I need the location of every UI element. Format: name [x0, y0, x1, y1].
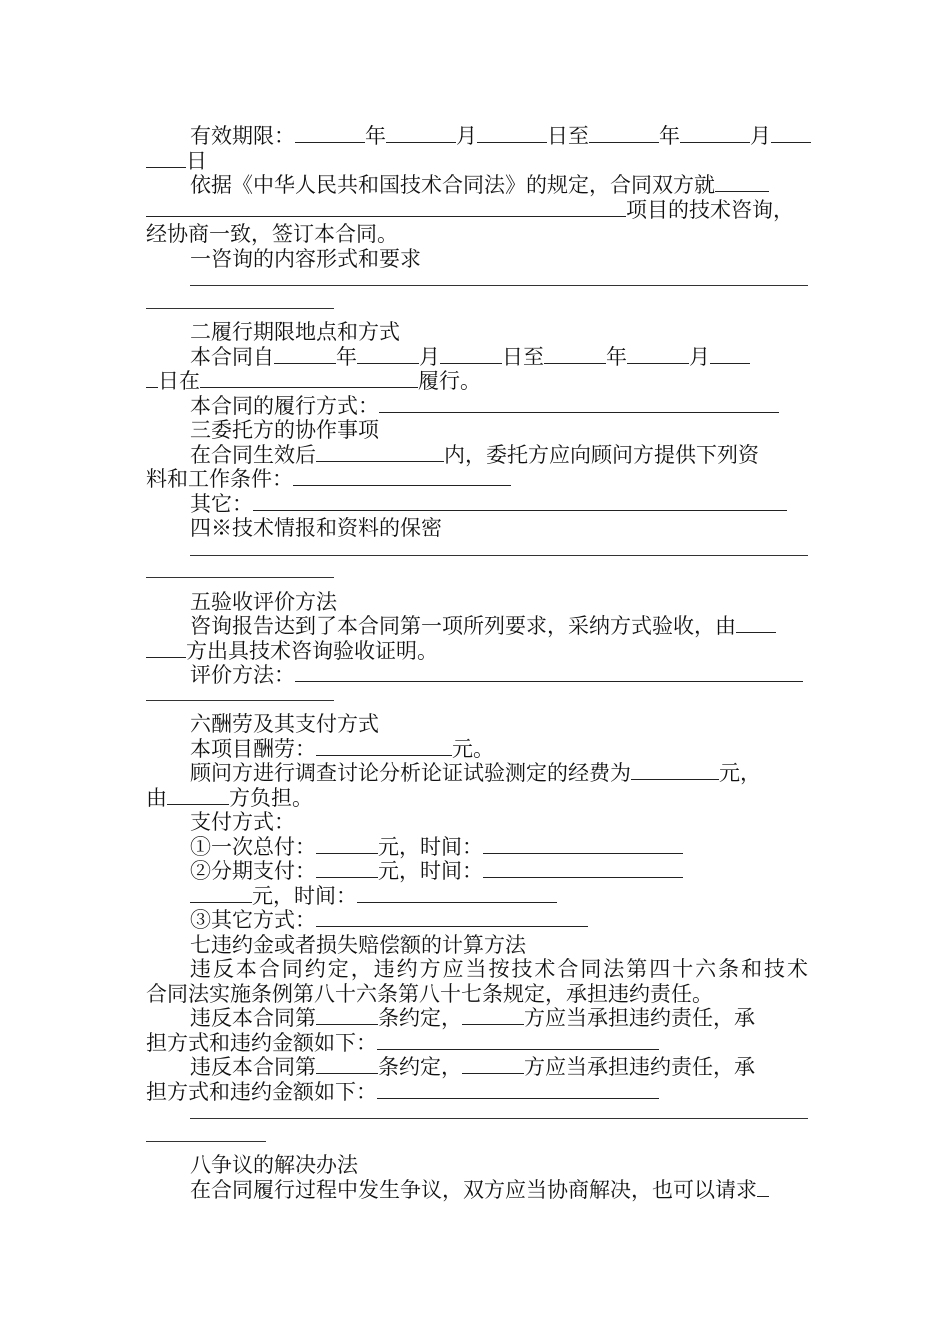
section-heading [146, 933, 808, 958]
text-year: 年 [336, 344, 357, 369]
liability-text: 违反本合同约定，违约方应当按技术合同法第四十六条和技术 [190, 957, 808, 981]
section-heading [146, 247, 808, 272]
fill-line[interactable] [146, 688, 808, 713]
section-heading [146, 590, 808, 615]
installment-label: ②分期支付： [190, 859, 316, 883]
text-day-to: 日至 [547, 124, 589, 148]
text-month: 月 [750, 124, 771, 148]
blank-field[interactable] [627, 346, 689, 364]
short-rule [146, 700, 334, 701]
other-label: 其它： [190, 491, 253, 516]
breach-method-field[interactable] [377, 1081, 659, 1099]
breach-line-1-cont [146, 1031, 808, 1056]
preamble-text: 项目的技术咨询， [626, 197, 794, 222]
acceptance-line [146, 614, 808, 639]
long-rule [190, 285, 808, 286]
section-7-title: 七违约金或者损失赔偿额的计算方法 [190, 932, 526, 957]
liability-text: 合同法实施条例第八十六条第八十七条规定，承担违约责任。 [146, 981, 713, 1006]
expense-text: 顾问方进行调查讨论分析论证试验测定的经费为 [190, 761, 631, 785]
payment-installment-line [146, 859, 808, 884]
blank-field[interactable] [167, 787, 229, 805]
breach-text: 条约定， [378, 1006, 462, 1030]
breach-text: 违反本合同第 [190, 1055, 316, 1079]
acceptance-text: 咨询报告达到了本合同第一项所列要求，采纳方式验收，由 [190, 614, 736, 638]
other-method-label: ③其它方式： [190, 908, 316, 932]
other-method-field[interactable] [316, 909, 588, 927]
payment-label: 支付方式： [190, 810, 295, 834]
blank-field[interactable] [715, 174, 769, 192]
section-heading [146, 712, 808, 737]
blank-field[interactable] [146, 150, 186, 168]
text-yuan-time: 元，时间： [252, 883, 357, 908]
text-yuan-time: 元，时间： [378, 859, 483, 883]
breach-line-2-cont [146, 1080, 808, 1105]
conditions-label: 料和工作条件： [146, 467, 293, 491]
blank-field[interactable] [357, 346, 419, 364]
text-year: 年 [606, 344, 627, 369]
blank-field[interactable] [146, 640, 186, 658]
blank-field[interactable] [680, 125, 750, 143]
long-rule [190, 1118, 808, 1119]
blank-field[interactable] [589, 125, 659, 143]
dispute-line [146, 1178, 808, 1203]
preamble-line-cont [146, 198, 808, 223]
section-heading [146, 418, 808, 443]
section-heading [146, 1153, 808, 1178]
fee-field[interactable] [316, 738, 452, 756]
section-5-title: 五验收评价方法 [190, 589, 337, 614]
preamble-line [146, 173, 808, 198]
breach-text: 违反本合同第 [190, 1006, 316, 1030]
cooperation-text: 在合同生效后 [190, 442, 316, 467]
payment-lump-line [146, 835, 808, 860]
short-rule [146, 308, 334, 309]
term-line [146, 345, 808, 370]
blank-field[interactable] [316, 444, 444, 462]
fee-line [146, 737, 808, 762]
term-line-cont [146, 369, 808, 394]
breach-line-1 [146, 1006, 808, 1031]
validity-label: 有效期限： [190, 124, 295, 148]
blank-field[interactable] [544, 346, 606, 364]
fill-line[interactable] [146, 271, 808, 296]
fill-line[interactable] [146, 296, 808, 321]
blank-field[interactable] [146, 370, 158, 388]
amount-field[interactable] [190, 885, 252, 903]
text-by: 由 [146, 785, 167, 810]
location-field[interactable] [200, 370, 418, 388]
acceptance-line-cont [146, 639, 808, 664]
section-1-title: 一咨询的内容形式和要求 [190, 246, 421, 271]
breach-method-label: 担方式和违约金额如下： [146, 1030, 377, 1055]
section-4-title: 四※技术情报和资料的保密 [190, 516, 442, 540]
evaluation-label: 评价方法： [190, 663, 295, 687]
short-rule [146, 1141, 266, 1142]
blank-field[interactable] [274, 346, 336, 364]
text-day: 日 [186, 148, 207, 173]
section-8-title: 八争议的解决办法 [190, 1153, 358, 1177]
text-year: 年 [365, 124, 386, 148]
text-day-at: 日在 [158, 369, 200, 393]
acceptance-text: 方出具技术咨询验收证明。 [186, 638, 438, 663]
blank-field[interactable] [736, 615, 776, 633]
blank-field[interactable] [710, 346, 750, 364]
section-2-title: 二履行期限地点和方式 [190, 320, 400, 344]
other-line [146, 492, 808, 517]
fill-line[interactable] [146, 565, 808, 590]
cooperation-line [146, 443, 808, 468]
text-month: 月 [419, 344, 440, 369]
expense-line-cont [146, 786, 808, 811]
preamble-line-end [146, 222, 808, 247]
breach-text: 方应当承担违约责任，承 [524, 1055, 755, 1079]
validity-line-cont [146, 149, 808, 174]
breach-method-label: 担方式和违约金额如下： [146, 1079, 377, 1104]
payment-heading [146, 810, 808, 835]
breach-method-field[interactable] [377, 1032, 659, 1050]
text-day-to: 日至 [502, 344, 544, 369]
payment-installment-line-2 [146, 884, 808, 909]
preamble-text: 依据《中华人民共和国技术合同法》的规定，合同双方就 [190, 173, 715, 197]
validity-line [146, 124, 808, 149]
text-month: 月 [456, 124, 477, 148]
conditions-field[interactable] [293, 468, 511, 486]
cooperation-line-cont [146, 467, 808, 492]
method-field[interactable] [379, 395, 779, 413]
method-line [146, 394, 808, 419]
party-field[interactable] [462, 1056, 524, 1074]
party-field[interactable] [462, 1007, 524, 1025]
breach-line-2 [146, 1055, 808, 1080]
payment-other-line [146, 908, 808, 933]
lump-sum-label: ①一次总付： [190, 834, 316, 859]
text-bear: 方负担。 [229, 785, 313, 810]
blank-field[interactable] [477, 125, 547, 143]
method-label: 本合同的履行方式： [190, 393, 379, 418]
blank-field[interactable] [757, 1179, 769, 1197]
text-yuan-time: 元，时间： [378, 834, 483, 859]
section-heading [146, 516, 808, 541]
amount-field[interactable] [316, 836, 378, 854]
expense-field[interactable] [631, 762, 719, 780]
time-field[interactable] [483, 860, 683, 878]
section-3-title: 三委托方的协作事项 [190, 418, 379, 442]
blank-field[interactable] [440, 346, 502, 364]
dispute-text: 在合同履行过程中发生争议，双方应当协商解决，也可以请求 [190, 1177, 757, 1202]
clause-field[interactable] [316, 1056, 378, 1074]
blank-field[interactable] [386, 125, 456, 143]
fill-line[interactable] [146, 1104, 808, 1129]
short-rule [146, 577, 334, 578]
text-year: 年 [659, 124, 680, 148]
contract-document [146, 124, 808, 1202]
amount-field[interactable] [316, 860, 378, 878]
fill-line[interactable] [146, 541, 808, 566]
text-yuan: 元。 [452, 736, 494, 761]
preamble-text: 经协商一致，签订本合同。 [146, 222, 398, 246]
expense-line [146, 761, 808, 786]
long-rule [190, 555, 808, 556]
time-field[interactable] [483, 836, 683, 854]
other-field[interactable] [253, 493, 787, 511]
breach-text: 条约定， [378, 1055, 462, 1079]
text-perform: 履行。 [418, 369, 481, 393]
fill-line[interactable] [146, 1129, 808, 1154]
text-yuan: 元， [719, 761, 761, 785]
liability-line [146, 957, 808, 982]
evaluation-line [146, 663, 808, 688]
project-name-field[interactable] [146, 199, 626, 217]
fee-label: 本项目酬劳： [190, 736, 316, 761]
section-heading [146, 320, 808, 345]
blank-field[interactable] [295, 125, 365, 143]
evaluation-field[interactable] [295, 664, 803, 682]
cooperation-text: 内，委托方应向顾问方提供下列资 [444, 442, 759, 467]
text-month: 月 [689, 344, 710, 369]
clause-field[interactable] [316, 1007, 378, 1025]
blank-field[interactable] [771, 125, 811, 143]
time-field[interactable] [357, 885, 557, 903]
breach-text: 方应当承担违约责任，承 [524, 1006, 755, 1030]
section-6-title: 六酬劳及其支付方式 [190, 712, 379, 736]
liability-line-cont [146, 982, 808, 1007]
term-text: 本合同自 [190, 344, 274, 369]
